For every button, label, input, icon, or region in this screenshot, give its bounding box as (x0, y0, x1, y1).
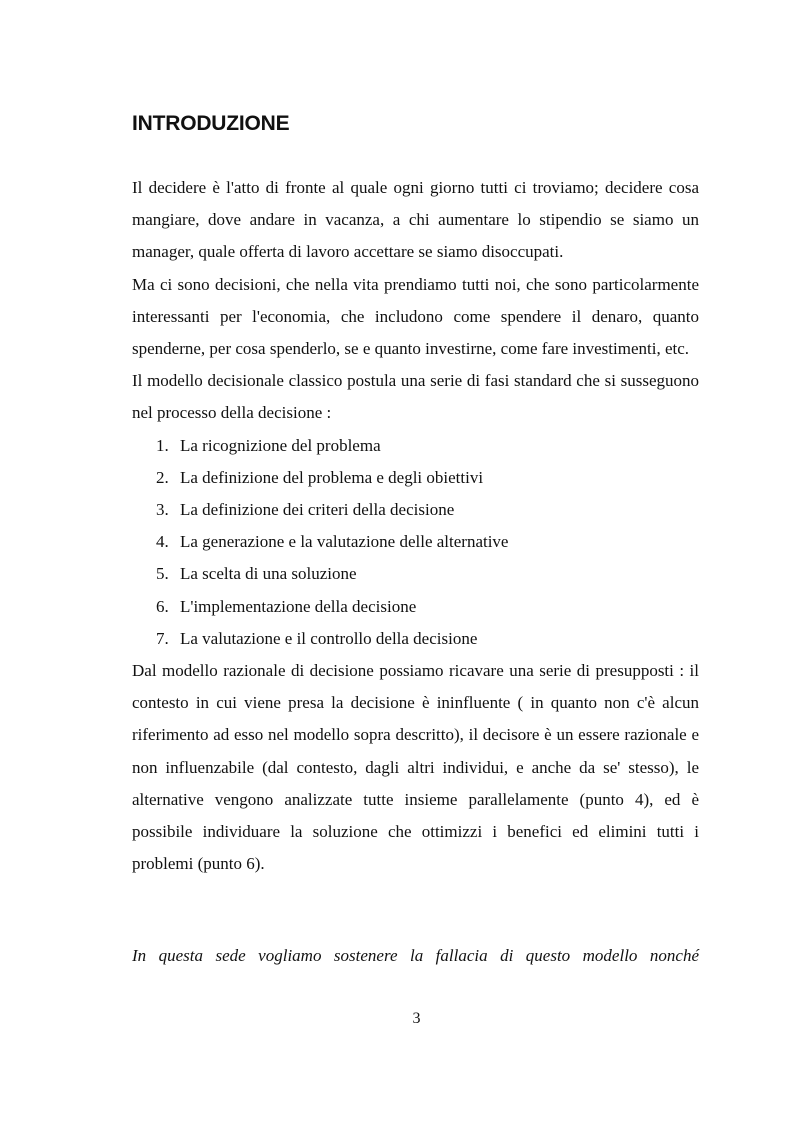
decision-steps-list (132, 430, 699, 655)
list-item-number: 2. (156, 467, 169, 487)
list-item-text: La definizione dei criteri della decisione (180, 500, 455, 520)
body-text (132, 172, 699, 880)
list-item-number: 3. (156, 500, 169, 520)
list-item (132, 526, 699, 558)
list-item-text: La generazione e la valutazione delle alternative (180, 532, 509, 552)
list-item-text: La definizione del problema e degli obiettivi (180, 467, 484, 487)
list-item-text: La scelta di una soluzione (180, 564, 357, 584)
list-item-text: La valutazione e il controllo della decisione (180, 628, 478, 648)
list-item-text: La ricognizione del problema (180, 435, 381, 455)
list-item (132, 623, 699, 655)
list-item-number: 1. (156, 435, 169, 455)
list-item (132, 462, 699, 494)
list-item (132, 558, 699, 590)
list-item-number: 5. (156, 564, 169, 584)
list-item (132, 494, 699, 526)
paragraph-economy: Ma ci sono decisioni, che nella vita prendiamo tutti noi, che sono particolarmente interessanti per l'economia, che includono come spendere il denaro, quanto spenderne, per cosa spenderlo, se e quanto investirne, come fare investimenti, etc. (132, 274, 699, 359)
list-item (132, 591, 699, 623)
paragraph-intro: Il decidere è l'atto di fronte al quale ogni giorno tutti ci troviamo; decidere cosa mangiare, dove andare in vacanza, a chi aumentare lo stipendio se siamo un manager, quale offerta di lavoro accettare se siamo disoccupati. (132, 178, 699, 262)
list-item-number: 6. (156, 596, 169, 616)
list-item (132, 430, 699, 462)
paragraph-rational-model: Dal modello razionale di decisione possiamo ricavare una serie di presupposti : il contesto in cui viene presa la decisione è ininfluente ( in quanto non c'è alcun riferimento ad esso nel modello sopra descritto), il decisore è un essere razionale e non influenzabile (dal contesto, dagli altri individui, e anche da se' stesso), le alternative vengono analizzate tutte insieme parallelamente (punto 4), ed è possibile individuare la soluzione che ottimizzi i benefici ed elimini tutti i problemi (punto 6). (132, 661, 699, 874)
section-heading: INTRODUZIONE (132, 112, 290, 135)
list-item-number: 7. (156, 628, 169, 648)
list-item-text: L'implementazione della decisione (180, 596, 417, 616)
list-item-number: 4. (156, 532, 169, 552)
paragraph-classic-model: Il modello decisionale classico postula una serie di fasi standard che si susseguono nel processo della decisione : (132, 371, 699, 423)
page-number: 3 (412, 1010, 421, 1027)
italic-thesis-line: In questa sede vogliamo sostenere la fallacia di questo modello nonché (132, 946, 699, 965)
